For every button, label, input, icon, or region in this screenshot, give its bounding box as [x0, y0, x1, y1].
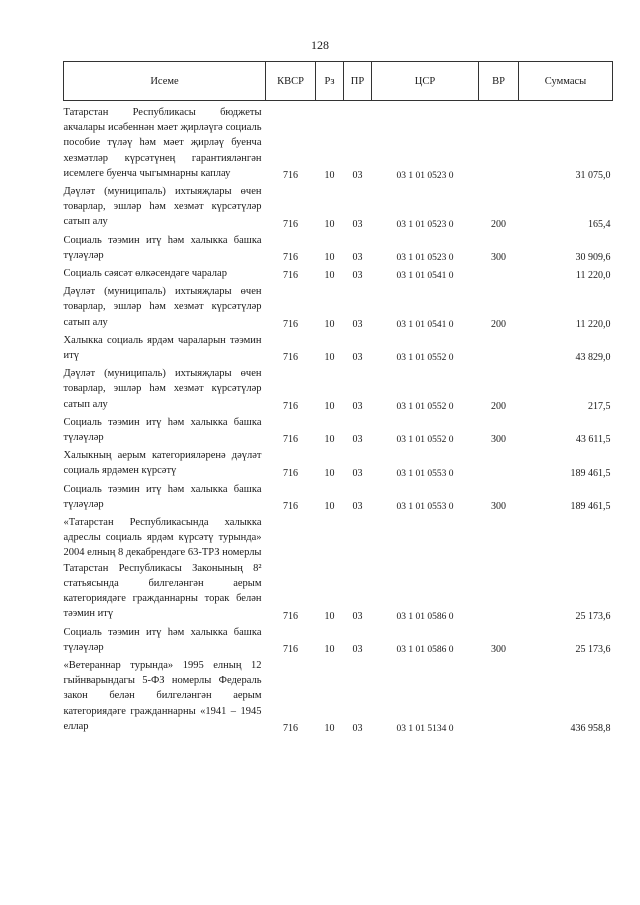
row-kvsr: 716 — [283, 467, 298, 479]
row-kvsr: 716 — [283, 170, 298, 182]
table-row — [64, 333, 613, 366]
row-pr: 03 — [352, 318, 363, 330]
table-row — [64, 101, 613, 185]
table-header-row — [64, 62, 613, 101]
row-rz: 10 — [324, 722, 335, 734]
budget-table — [63, 61, 613, 737]
header-vr: ВР — [479, 62, 519, 101]
table-row — [64, 266, 613, 284]
row-pr: 03 — [352, 170, 363, 182]
row-kvsr: 716 — [283, 252, 298, 264]
row-rz: 10 — [324, 643, 335, 655]
row-sum: 189 461,5 — [570, 501, 611, 513]
row-rz: 10 — [324, 170, 335, 182]
row-sum: 30 909,6 — [575, 252, 611, 264]
row-vr: 300 — [491, 434, 506, 446]
header-pr: ПР — [344, 62, 372, 101]
table-row — [64, 415, 613, 448]
row-sum: 165,4 — [588, 218, 611, 230]
row-name: Халыкка социаль ярдәм чараларын тәэмин итү — [63, 334, 262, 362]
row-sum: 11 220,0 — [575, 318, 611, 330]
row-kvsr: 716 — [283, 270, 298, 282]
row-name: Социаль сәясәт өлкәсендәге чаралар — [63, 268, 227, 280]
row-kvsr: 716 — [283, 400, 298, 412]
row-rz: 10 — [324, 467, 335, 479]
row-pr: 03 — [352, 400, 363, 412]
row-sum: 31 075,0 — [575, 170, 611, 182]
table-row — [64, 233, 613, 266]
row-vr — [479, 448, 519, 481]
row-pr: 03 — [352, 610, 363, 622]
row-sum: 436 958,8 — [570, 722, 611, 734]
row-csr: 03 1 01 0552 0 — [396, 353, 454, 364]
row-pr: 03 — [352, 252, 363, 264]
row-kvsr: 716 — [283, 643, 298, 655]
row-name: Дәүләт (муниципаль) ихтыяҗлары өчен товарлар, эшләр һәм хезмәт күрсәтүләр сатып алу — [63, 186, 262, 228]
row-sum: 25 173,6 — [575, 643, 611, 655]
table-row — [64, 448, 613, 481]
row-vr — [479, 101, 519, 185]
row-sum: 217,5 — [588, 400, 611, 412]
row-csr: 03 1 01 0523 0 — [396, 253, 454, 264]
table-row — [64, 482, 613, 515]
row-kvsr: 716 — [283, 501, 298, 513]
row-csr: 03 1 01 0541 0 — [396, 271, 454, 282]
row-vr — [479, 333, 519, 366]
row-pr: 03 — [352, 501, 363, 513]
row-vr: 300 — [491, 643, 506, 655]
row-vr — [479, 658, 519, 737]
header-csr: ЦСР — [372, 62, 479, 101]
row-rz: 10 — [324, 318, 335, 330]
row-vr: 200 — [491, 218, 506, 230]
row-kvsr: 716 — [283, 352, 298, 364]
row-csr: 03 1 01 0541 0 — [396, 319, 454, 330]
row-rz: 10 — [324, 400, 335, 412]
row-csr: 03 1 01 0553 0 — [396, 502, 454, 513]
row-name: «Татарстан Республикасында халыкка адреслы социаль ярдәм күрсәтү турында» 2004 елның 8 декабрендәге 63-ТРЗ номерлы Татарстан Республикасы Законының 8² статьясында билгеләнгән аерым категориядәге гражданнарны торак белән тәэмин итү — [63, 517, 262, 620]
row-kvsr: 716 — [283, 434, 298, 446]
row-vr: 200 — [491, 400, 506, 412]
table-row — [64, 658, 613, 737]
row-name: Социаль тәэмин итү һәм халыкка башка түләүләр — [63, 626, 262, 653]
row-pr: 03 — [352, 218, 363, 230]
row-rz: 10 — [324, 501, 335, 513]
row-rz: 10 — [324, 434, 335, 446]
row-name: «Ветераннар турында» 1995 елның 12 гыйнварындагы 5-ФЗ номерлы Федераль закон белән билгеләнгән аерым категориядәге гражданнарны «1941 – 1945 еллар — [63, 659, 262, 732]
row-name: Дәүләт (муниципаль) ихтыяҗлары өчен товарлар, эшләр һәм хезмәт күрсәтүләр сатып алу — [63, 286, 262, 328]
row-csr: 03 1 01 0523 0 — [396, 171, 454, 182]
row-vr — [479, 515, 519, 624]
row-rz: 10 — [324, 270, 335, 282]
row-kvsr: 716 — [283, 610, 298, 622]
header-kvsr: КВСР — [266, 62, 316, 101]
row-sum: 43 611,5 — [575, 434, 611, 446]
row-rz: 10 — [324, 252, 335, 264]
row-sum: 189 461,5 — [570, 467, 611, 479]
row-pr: 03 — [352, 352, 363, 364]
row-kvsr: 716 — [283, 318, 298, 330]
table-row — [64, 184, 613, 233]
row-vr: 200 — [491, 318, 506, 330]
row-sum: 25 173,6 — [575, 610, 611, 622]
row-vr — [479, 266, 519, 284]
row-rz: 10 — [324, 352, 335, 364]
row-csr: 03 1 01 0586 0 — [396, 644, 454, 655]
table-row — [64, 625, 613, 658]
header-rz: Рз — [316, 62, 344, 101]
row-rz: 10 — [324, 610, 335, 622]
row-csr: 03 1 01 0523 0 — [396, 219, 454, 230]
table-row — [64, 284, 613, 333]
row-pr: 03 — [352, 643, 363, 655]
row-sum: 11 220,0 — [575, 270, 611, 282]
row-pr: 03 — [352, 434, 363, 446]
row-name: Социаль тәэмин итү һәм халыкка башка түләүләр — [63, 483, 262, 510]
row-kvsr: 716 — [283, 218, 298, 230]
row-pr: 03 — [352, 270, 363, 282]
row-vr: 300 — [491, 252, 506, 264]
table-row — [64, 515, 613, 624]
row-csr: 03 1 01 0586 0 — [396, 611, 454, 622]
header-name: Исеме — [64, 62, 266, 101]
row-rz: 10 — [324, 218, 335, 230]
row-kvsr: 716 — [283, 722, 298, 734]
row-sum: 43 829,0 — [575, 352, 611, 364]
row-pr: 03 — [352, 722, 363, 734]
row-name: Социаль тәэмин итү һәм халыкка башка түләүләр — [63, 416, 262, 444]
row-csr: 03 1 01 0553 0 — [396, 468, 454, 479]
row-csr: 03 1 01 5134 0 — [396, 723, 454, 734]
row-csr: 03 1 01 0552 0 — [396, 435, 454, 446]
table-row — [64, 366, 613, 415]
row-name: Татарстан Республикасы бюджеты акчалары исәбеннән мәет җирләүгә социаль пособие түләү һәм мәет җирләү буенча хезмәтләр күрсәтүнең гарантияләнгән исемлеге буенча чыгымнарны каплау — [63, 107, 262, 179]
row-name: Дәүләт (муниципаль) ихтыяҗлары өчен товарлар, эшләр һәм хезмәт күрсәтүләр сатып алу — [63, 368, 262, 410]
page-number: 128 — [311, 38, 329, 52]
row-pr: 03 — [352, 467, 363, 479]
header-sum: Суммасы — [519, 62, 613, 101]
row-csr: 03 1 01 0552 0 — [396, 401, 454, 412]
row-vr: 300 — [491, 501, 506, 513]
row-name: Халыкның аерым категорияләренә дәүләт социаль ярдәмен күрсәтү — [63, 450, 262, 477]
row-name: Социаль тәэмин итү һәм халыкка башка түләүләр — [63, 234, 262, 261]
